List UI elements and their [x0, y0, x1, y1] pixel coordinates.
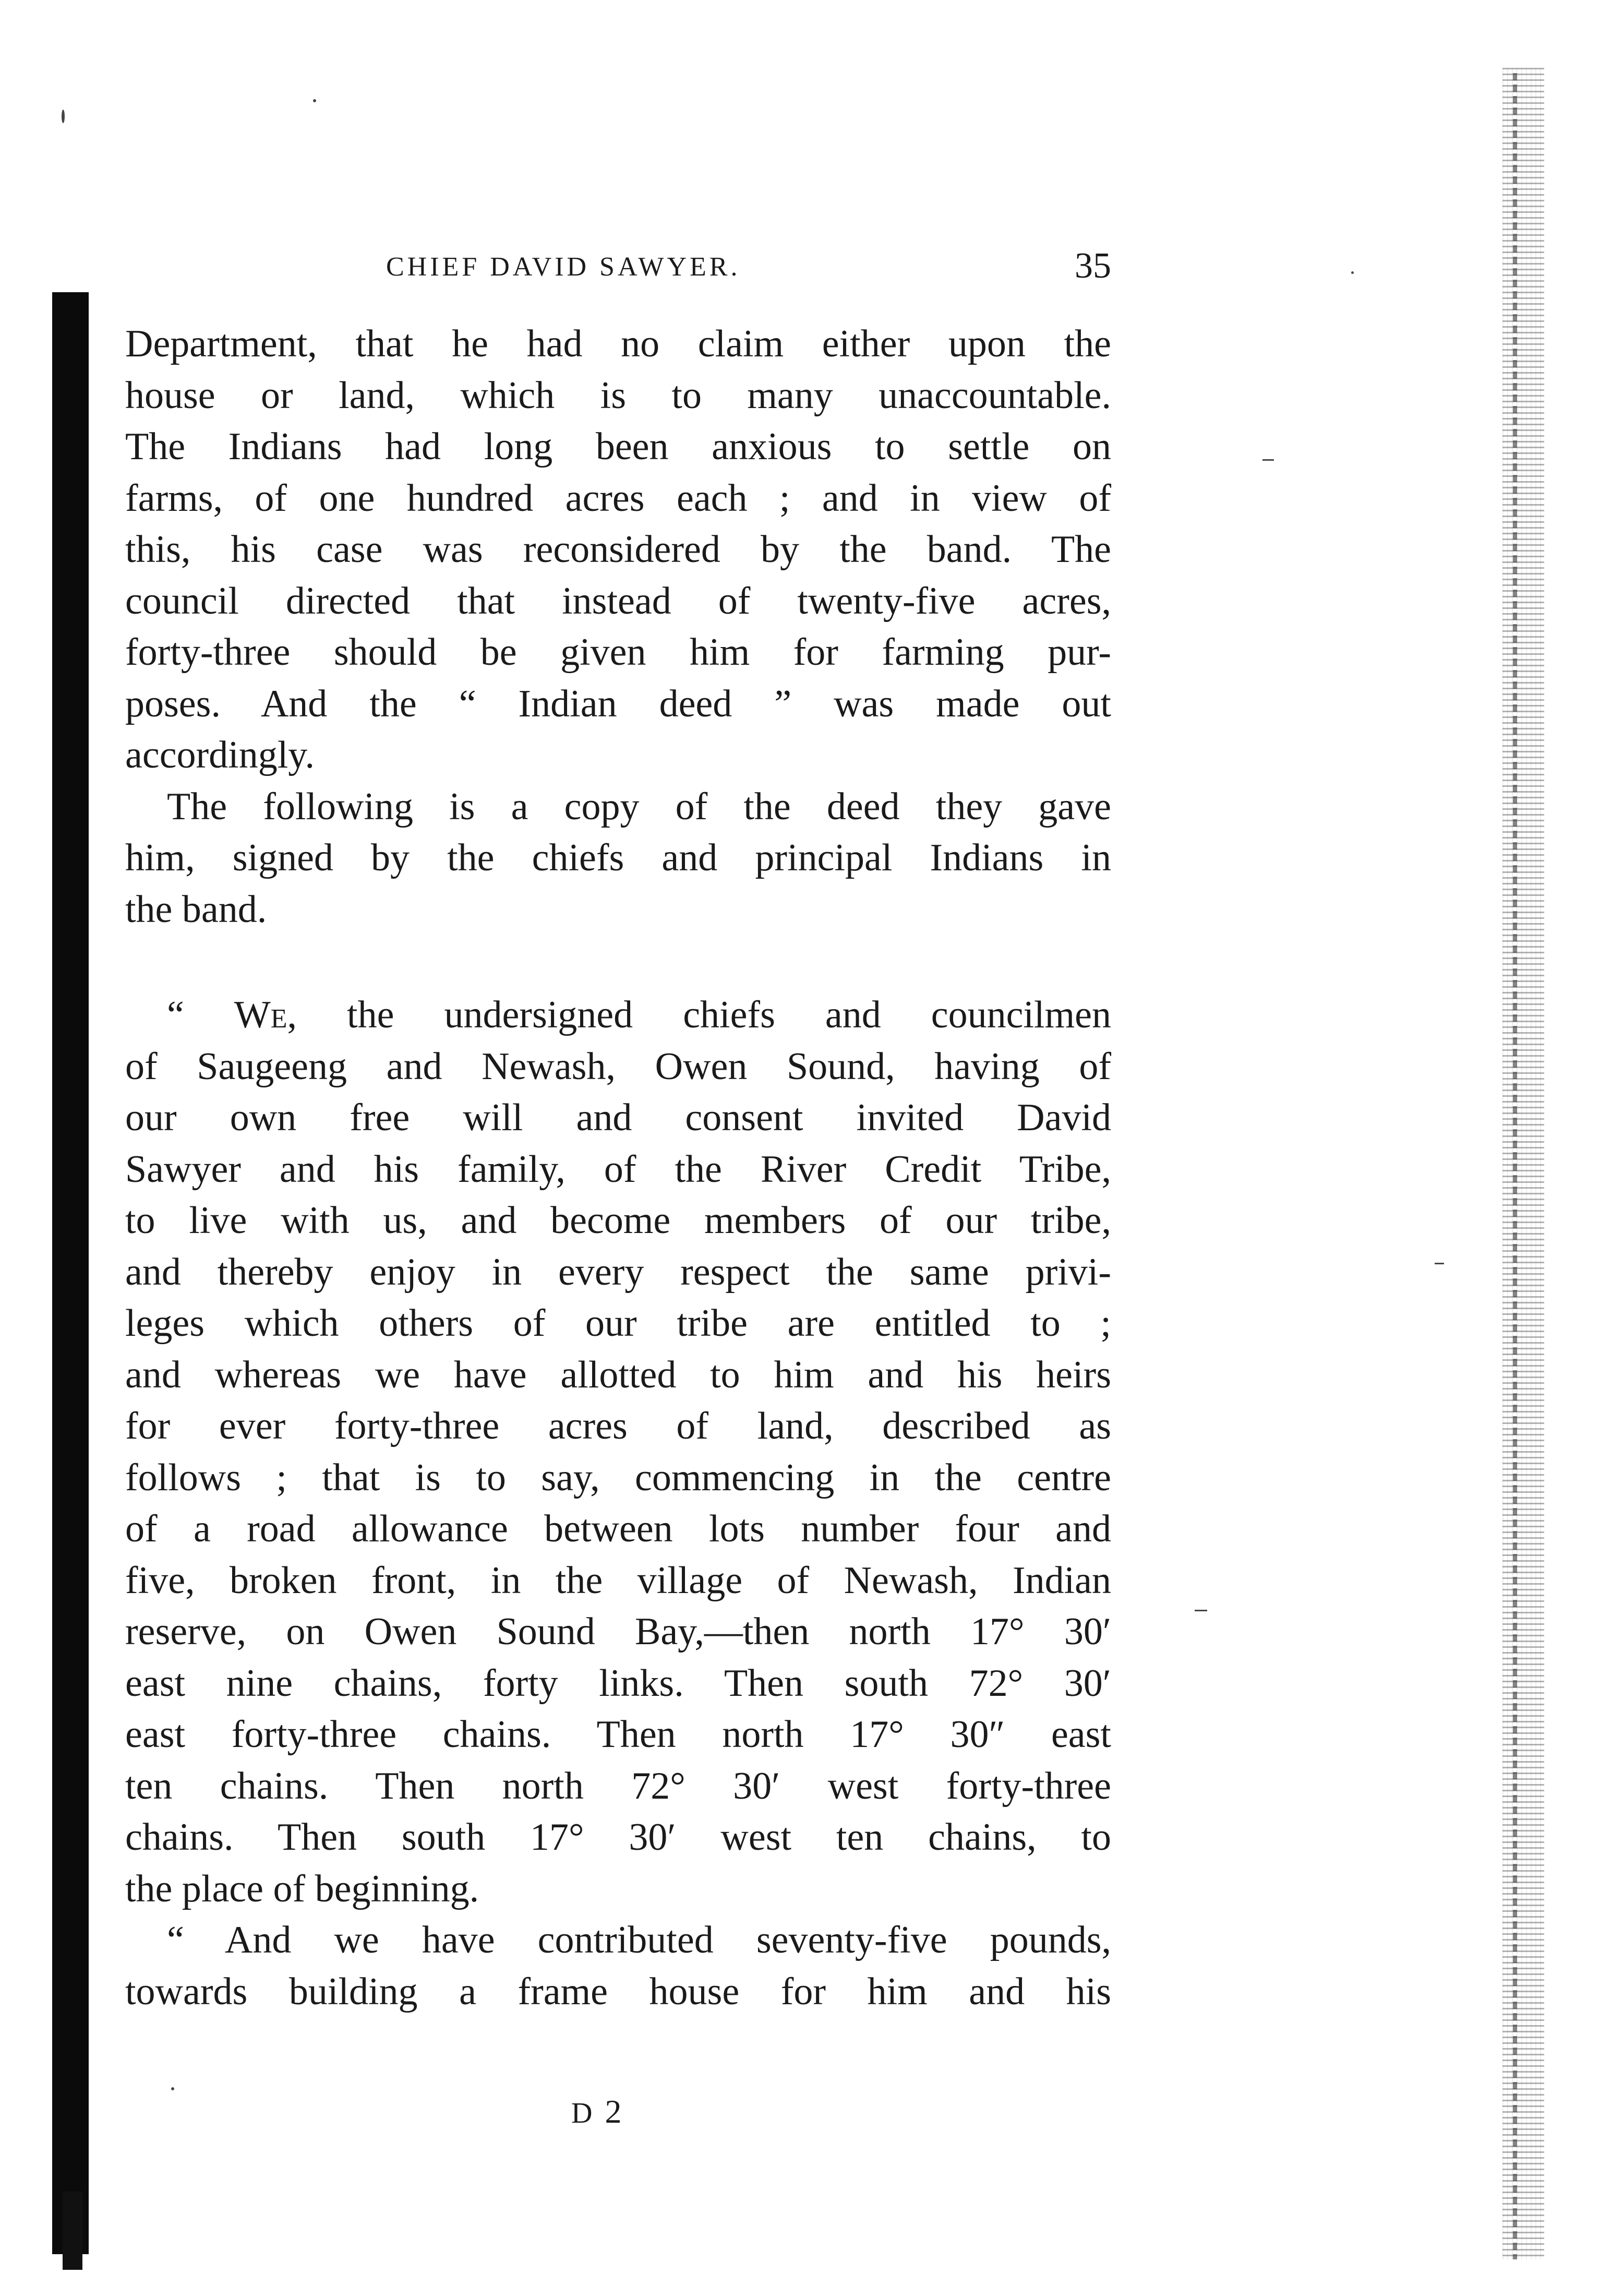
- text-line: the band.: [125, 888, 267, 931]
- signature-mark: [571, 2092, 623, 2131]
- text-line: house or land, which is to many unaccountable.: [125, 374, 1111, 417]
- text-line: him, signed by the chiefs and principal Indians in: [125, 836, 1111, 879]
- running-title: CHIEF DAVID SAWYER.: [386, 252, 741, 282]
- text-line: east forty-three chains. Then north 17° 30″ east: [125, 1713, 1111, 1756]
- text-line: follows ; that is to say, commencing in the centre: [125, 1456, 1111, 1499]
- text-line: of Saugeeng and Newash, Owen Sound, having of: [125, 1045, 1111, 1088]
- page-edge-texture: [1502, 68, 1544, 2259]
- text-line: farms, of one hundred acres each ; and in view of: [125, 476, 1111, 520]
- deed-quotation: [125, 989, 1111, 1914]
- deed-quotation-continued: [125, 1914, 1111, 2017]
- binding-shadow: [52, 292, 89, 2254]
- text-line: [125, 989, 1111, 1041]
- text-line: council directed that instead of twenty-five acres,: [125, 579, 1111, 623]
- text-line: and whereas we have allotted to him and his heirs: [125, 1353, 1111, 1396]
- text-line: for ever forty-three acres of land, described as: [125, 1405, 1111, 1447]
- text-line: ten chains. Then north 72° 30′ west forty-three: [125, 1764, 1111, 1808]
- speckle-mark: [171, 2087, 174, 2090]
- paragraph: [125, 318, 1111, 781]
- text-line: The following is a copy of the deed they gave: [167, 785, 1111, 828]
- page-edge-line: [1513, 73, 1517, 2259]
- text-line: poses. And the “ Indian deed ” was made out: [125, 682, 1111, 725]
- running-head: [125, 245, 1111, 292]
- open-quote: “: [167, 994, 234, 1036]
- deed-first-word: We: [234, 994, 287, 1036]
- text-line: The Indians had long been anxious to settle on: [125, 425, 1111, 468]
- speckle-mark: [62, 110, 65, 123]
- text-line: accordingly.: [125, 734, 315, 776]
- text-line: leges which others of our tribe are entitled to ;: [125, 1302, 1111, 1345]
- text-line: this, his case was reconsidered by the band. The: [125, 528, 1111, 571]
- text-line: forty-three should be given him for farming pur-: [125, 631, 1111, 674]
- text-line: Sawyer and his family, of the River Credit Tribe,: [125, 1147, 1111, 1191]
- text-line: and thereby enjoy in every respect the same privi-: [125, 1250, 1111, 1294]
- speckle-mark: [1262, 459, 1274, 461]
- paragraph: [125, 781, 1111, 936]
- text-line: our own free will and consent invited David: [125, 1096, 1111, 1139]
- text-line: five, broken front, in the village of Newash, Indian: [125, 1559, 1111, 1602]
- text-line: reserve, on Owen Sound Bay,—then north 17° 30′: [125, 1610, 1111, 1653]
- speckle-mark: [1351, 271, 1354, 274]
- binding-shadow-tail: [63, 2192, 82, 2270]
- signature-letter: D: [571, 2097, 595, 2129]
- text-line: “ And we have contributed seventy-five pounds,: [167, 1919, 1111, 1961]
- section-gap: [125, 935, 1111, 989]
- body-text: [125, 318, 1111, 2017]
- speckle-mark: [1435, 1263, 1444, 1264]
- text-line: chains. Then south 17° 30′ west ten chains, to: [125, 1816, 1111, 1859]
- text-line: towards building a frame house for him and his: [125, 1970, 1111, 2013]
- text-line: of a road allowance between lots number four and: [125, 1507, 1111, 1550]
- text-line: the place of beginning.: [125, 1867, 479, 1910]
- signature-number: 2: [605, 2093, 624, 2130]
- text-line: east nine chains, forty links. Then south 72° 30′: [125, 1661, 1111, 1705]
- speckle-mark: [313, 99, 316, 102]
- text-line: Department, that he had no claim either upon the: [125, 322, 1111, 365]
- text-line: to live with us, and become members of our tribe,: [125, 1199, 1111, 1242]
- page-number: 35: [1075, 246, 1111, 286]
- deed-first-line: , the undersigned chiefs and councilmen: [287, 994, 1111, 1036]
- speckle-mark: [1195, 1610, 1207, 1611]
